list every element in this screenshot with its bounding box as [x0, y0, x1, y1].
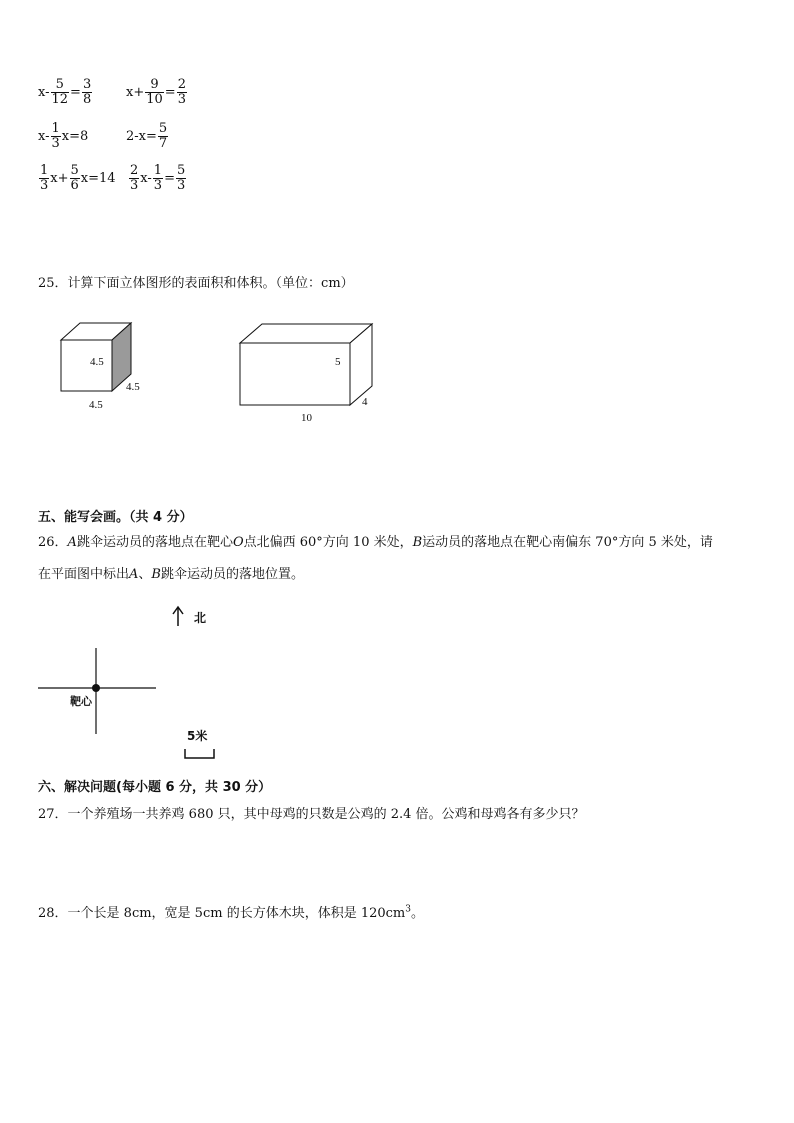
- equation-5: $\frac{1}{3}$ x+ $\frac{5}{6}$ x=14: [40, 163, 116, 193]
- equation-6: $\frac{2}{3}$ x- $\frac{1}{3}$ = $\frac{5}{3}$: [130, 163, 186, 193]
- cube-side-label: 4.5: [126, 381, 140, 393]
- equation-4: 2-x= $\frac{5}{7}$: [126, 121, 168, 151]
- question-26-line-2: 在平面图中标出A、B跳伞运动员的落地位置。: [38, 567, 304, 582]
- section-6-title: 六、解决问题(每小题 6 分，共 30 分）: [38, 780, 272, 795]
- section-5-title: 五、能写会画。（共 4 分）: [38, 510, 193, 525]
- cube-bottom-label: 4.5: [89, 399, 103, 411]
- equation-1: x- $\frac{5}{12}$ = $\frac{3}{8}$: [38, 77, 92, 107]
- center-label: 靶心: [70, 695, 92, 708]
- scale-bar: [185, 749, 214, 758]
- north-label: 北: [194, 611, 207, 625]
- question-26-line-1: 26．A跳伞运动员的落地点在靶心O点北偏西 60°方向 10 米处，B运动员的落地点在靶心南偏东 70°方向 5 米处，请: [38, 535, 713, 550]
- equation-3: x- $\frac{1}{3}$ x=8: [38, 121, 89, 151]
- target-center-point: [92, 684, 100, 692]
- box-length-label: 10: [301, 412, 312, 424]
- box-depth-label: 4: [362, 396, 368, 408]
- box-height-label: 5: [335, 356, 341, 368]
- question-25: 25．计算下面立体图形的表面积和体积。（单位：cm）: [38, 276, 354, 291]
- equation-2: x+ $\frac{9}{10}$ = $\frac{2}{3}$: [126, 77, 186, 107]
- cube-figure: [55, 318, 155, 398]
- cube-front-label: 4.5: [90, 356, 104, 368]
- scale-label: 5米: [187, 729, 208, 743]
- question-27: 27．一个养殖场一共养鸡 680 只，其中母鸡的只数是公鸡的 2.4 倍。公鸡和母鸡各有多少只？: [38, 807, 585, 822]
- box-figure: [235, 320, 380, 410]
- question-28: 28．一个长是 8cm，宽是 5cm 的长方体木块，体积是 $120cm^3$。: [38, 904, 425, 921]
